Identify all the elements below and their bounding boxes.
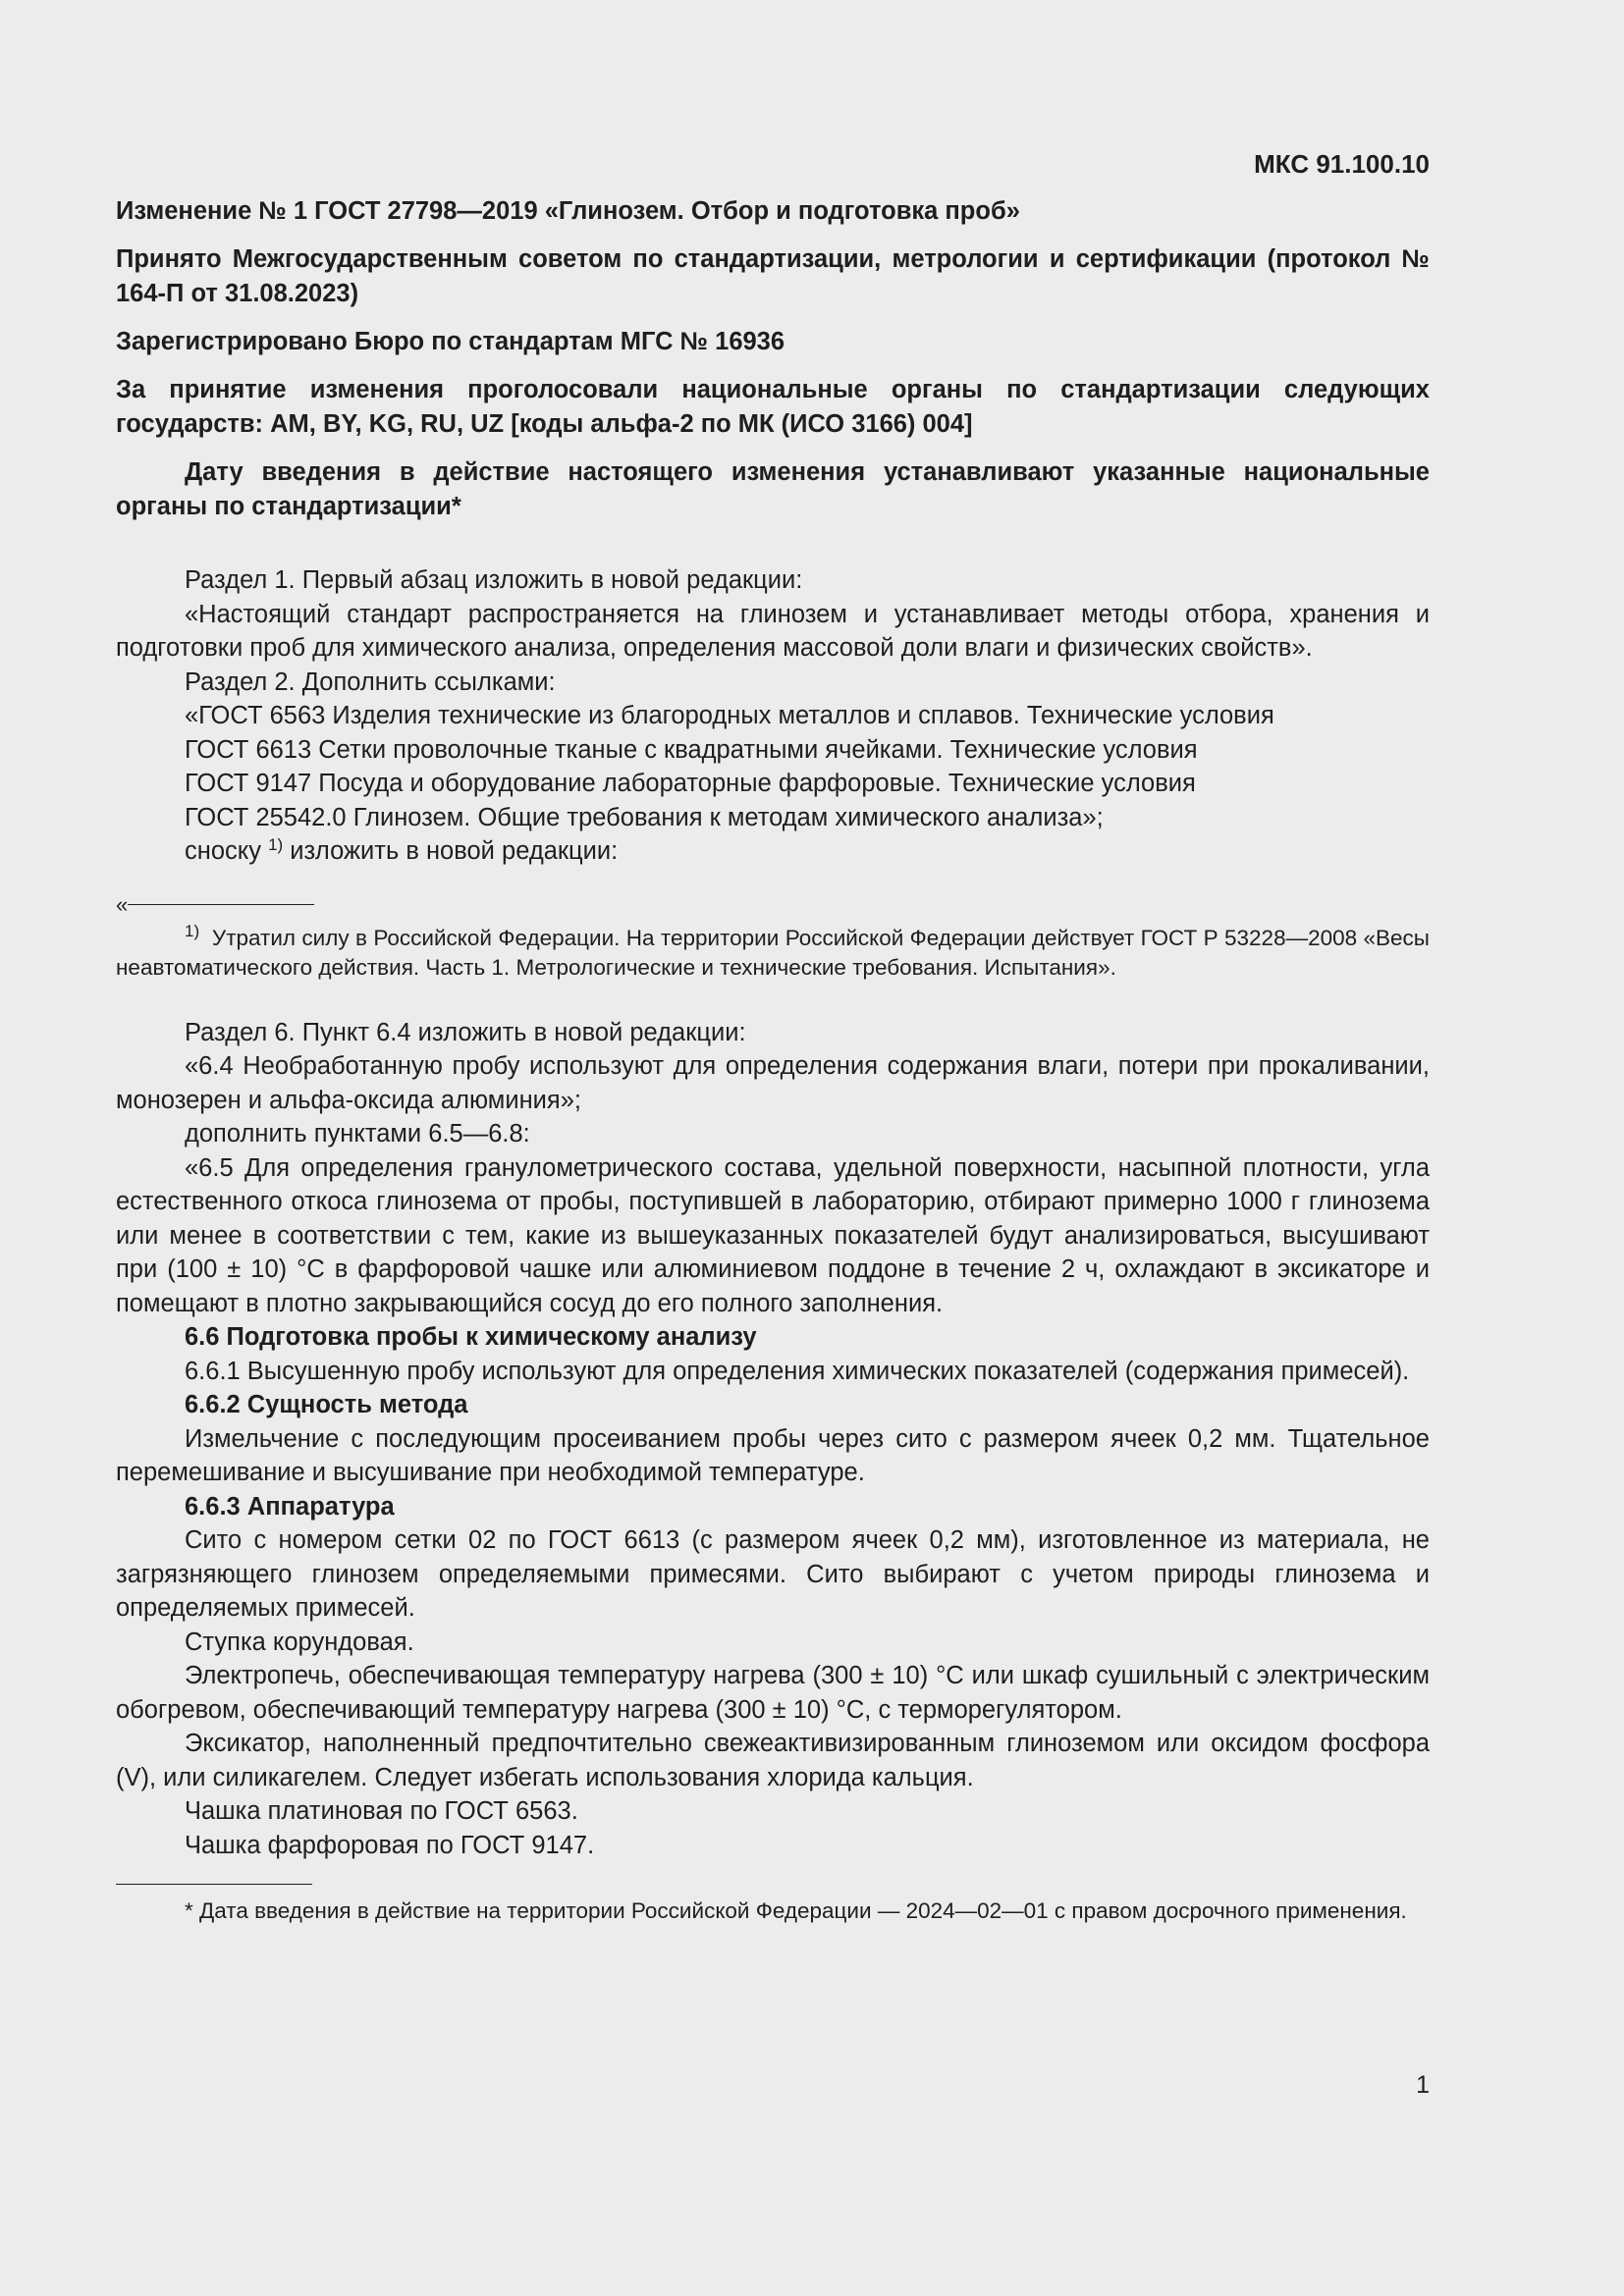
clause-6-6-1: 6.6.1 Высушенную пробу используют для определения химических показателей (содержания примесей). [185,1357,1410,1385]
clause-6-4: «6.4 Необработанную пробу используют для определения содержания влаги, потери при прокаливании, монозерен и альфа-оксида алюминия»; [116,1052,1430,1114]
apparatus-item: Чашка фарфоровая по ГОСТ 9147. [185,1831,595,1859]
registered-statement: Зарегистрировано Бюро по стандартам МГС № 16936 [116,328,785,355]
clause-6-6-2-text: Измельчение с последующим просеиванием пробы через сито с размером ячеек 0,2 мм. Тщательное перемешивание и высушивание при необходимой температуре. [116,1424,1430,1486]
apparatus-item: Ступка корундовая. [185,1628,414,1656]
footnote-instruction [116,834,1430,869]
replacement-footnote-text [116,921,1430,983]
replacement-footnote-rule [116,891,1430,917]
replacement-footnote-mark: 1) [185,921,200,940]
footnote-instruction-post: изложить в новой редакции: [290,837,619,865]
page-footnote: * Дата введения в действие на территории Российской Федерации — 2024—02—01 с правом досрочного применения. [185,1898,1407,1923]
section1-text: «Настоящий стандарт распространяется на глинозем и устанавливает методы отбора, хранения и подготовки проб для химического анализа, определения массовой доли влаги и физических свойств». [116,600,1430,662]
clause-6-6-2-heading: 6.6.2 Сущность метода [185,1391,468,1418]
adopted-statement: Принято Межгосударственным советом по стандартизации, метрологии и сертификации (протокол № 164-П от 31.08.2023) [116,245,1430,307]
effective-date-statement: Дату введения в действие настоящего изменения устанавливают указанные национальные органы по стандартизации* [116,458,1430,520]
reference-item: «ГОСТ 6563 Изделия технические из благородных металлов и сплавов. Технические условия [185,702,1274,729]
reference-item: ГОСТ 6613 Сетки проволочные тканые с квадратными ячейками. Технические условия [185,735,1198,764]
clause-6-5: «6.5 Для определения гранулометрического состава, удельной поверхности, насыпной плотности, угла естественного откоса глинозема от пробы, поступившей в лабораторию, отбирают примерно 1000 г глинозема или менее в соответствии с тем, какие из вышеуказанных показателей будут анализироваться, высушивают при (100 ± 10) °С в фарфоровой чашке или алюминиевом поддоне в течение 2 ч, охлаждают в эксикаторе и помещают в плотно закрывающийся сосуд до его полного заполнения. [116,1153,1430,1317]
apparatus-item: Эксикатор, наполненный предпочтительно свежеактивизированным глиноземом или оксидом фосфора (V), или силикагелем. Следует избегать использования хлорида кальция. [116,1730,1430,1791]
section2-intro: Раздел 2. Дополнить ссылками: [185,667,556,696]
replacement-footnote-body: Утратил силу в Российской Федерации. На территории Российской Федерации действует ГОСТ Р 53228—2008 «Весы неавтоматического действия. Часть 1. Метрологические и технические требования. Испытания». [116,925,1430,980]
voted-statement: За принятие изменения проголосовали национальные органы по стандартизации следующих государств: AM, BY, KG, RU, UZ [коды альфа-2 по МК (ИСО 3166) 004] [116,376,1430,438]
section1-intro: Раздел 1. Первый абзац изложить в новой редакции: [185,566,803,594]
reference-item: ГОСТ 25542.0 Глинозем. Общие требования к методам химического анализа»; [185,803,1104,831]
document-body [116,145,1430,1926]
amendment-title: Изменение № 1 ГОСТ 27798—2019 «Глинозем. Отбор и подготовка проб» [116,197,1020,225]
footnote-separator [128,904,314,905]
apparatus-item: Электропечь, обеспечивающая температуру нагрева (300 ± 10) °С или шкаф сушильный с электрическим обогревом, обеспечивающий температуру нагрева (300 ± 10) °С, с терморегулятором. [116,1662,1430,1724]
open-quote: « [116,891,129,917]
footnote-mark: 1) [268,835,284,854]
page-footnote-separator [116,1884,312,1885]
mks-code: МКС 91.100.10 [1254,149,1430,179]
clause-6-6-heading: 6.6 Подготовка пробы к химическому анализу [185,1323,757,1351]
clause-6-6-3-heading: 6.6.3 Аппаратура [185,1492,395,1521]
add-clauses-instruction: дополнить пунктами 6.5—6.8: [185,1120,530,1148]
apparatus-item: Чашка платиновая по ГОСТ 6563. [185,1797,578,1825]
reference-item: ГОСТ 9147 Посуда и оборудование лабораторные фарфоровые. Технические условия [185,770,1196,797]
section6-intro: Раздел 6. Пункт 6.4 изложить в новой редакции: [185,1018,746,1046]
page-number: 1 [1416,2071,1430,2099]
footnote-instruction-pre: сноску [185,837,261,865]
apparatus-item: Сито с номером сетки 02 по ГОСТ 6613 (с размером ячеек 0,2 мм), изготовленное из материала, не загрязняющего глинозем определяемыми примесями. Сито выбирают с учетом природы глинозема и определяемых примесей. [116,1526,1430,1622]
